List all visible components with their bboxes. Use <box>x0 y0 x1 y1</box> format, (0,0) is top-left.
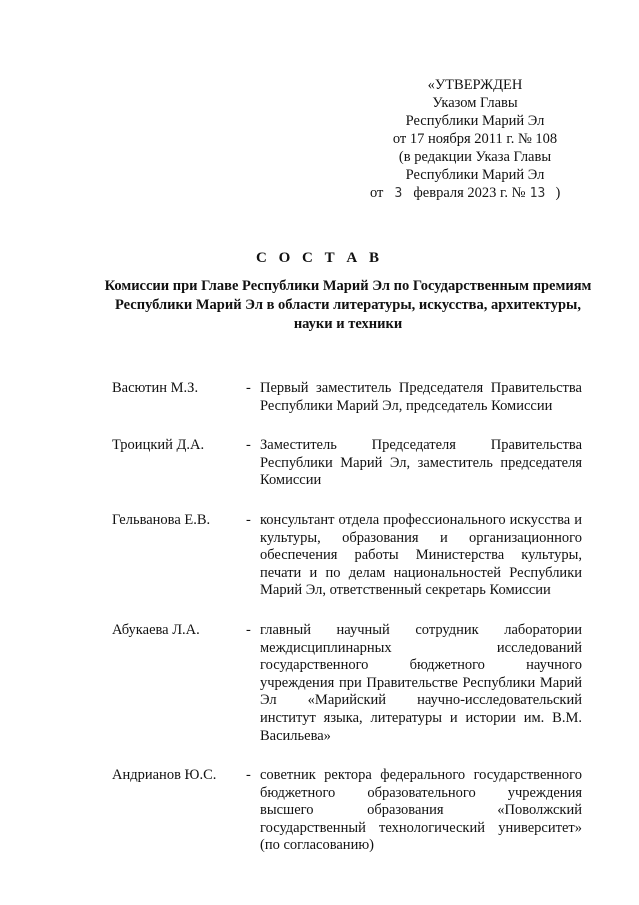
member-name: Абукаева Л.А. <box>112 621 200 638</box>
date-suffix: ) <box>555 185 561 201</box>
members-list <box>0 380 639 877</box>
list-item <box>0 767 639 855</box>
list-item <box>0 380 639 415</box>
member-dash: - <box>246 511 251 528</box>
member-dash: - <box>246 621 251 638</box>
approval-stamp <box>360 76 590 203</box>
date-middle: февраля 2023 г. № <box>413 185 526 201</box>
member-position: Заместитель Председателя Правительства Республики Марий Эл, заместитель председателя Комиссии <box>260 437 582 489</box>
member-dash: - <box>246 767 251 784</box>
list-item <box>0 622 639 745</box>
member-name: Гельванова Е.В. <box>112 511 211 528</box>
member-position: Первый заместитель Председателя Правительства Республики Марий Эл, председатель Комиссии <box>260 380 582 414</box>
approval-line-date-original: от 17 ноября 2011 г. № 108 <box>392 131 558 147</box>
approval-line-decree: Указом Главы <box>432 95 518 111</box>
date-prefix: от <box>370 185 384 201</box>
member-position: советник ректора федерального государственного бюджетного образовательного учреждения высшего образования «Поволжский государственный технологический университет» (по согласованию) <box>260 767 582 854</box>
approval-line-republic: Республики Марий Эл <box>405 113 545 129</box>
list-item <box>0 437 639 490</box>
approval-line-republic-2: Республики Марий Эл <box>405 167 545 183</box>
member-position: главный научный сотрудник лаборатории междисциплинарных исследований государственного бюджетного научного учреждения при Правительстве Республики Марий Эл «Марийский научно-исследовательский институт языка, литературы и истории им. В.М. Васильева» <box>260 621 582 744</box>
member-name: Троицкий Д.А. <box>112 437 205 454</box>
handwritten-number: 13 <box>529 186 546 201</box>
member-position: консультант отдела профессионального искусства и культуры, образования и организационного обеспечения работы Министерства культуры, печати и по делам национальностей Республики Марий Эл, ответственный секретарь Комиссии <box>260 511 582 599</box>
member-name: Андрианов Ю.С. <box>112 767 217 784</box>
document-title: С О С Т А В <box>256 250 383 266</box>
approval-line-revision: (в редакции Указа Главы <box>398 149 552 165</box>
member-name: Васютин М.З. <box>112 380 199 396</box>
handwritten-day: 3 <box>394 186 403 201</box>
list-item <box>0 512 639 600</box>
member-dash: - <box>246 380 251 396</box>
approval-line-revision-date <box>370 184 590 203</box>
document-subtitle: Комиссии при Главе Республики Марий Эл по Государственным премиям Республики Марий Эл в области литературы, искусства, архитектуры, науки и техники <box>104 278 592 332</box>
approval-line-approved: «УТВЕРЖДЕН <box>427 77 523 93</box>
member-dash: - <box>246 437 251 454</box>
